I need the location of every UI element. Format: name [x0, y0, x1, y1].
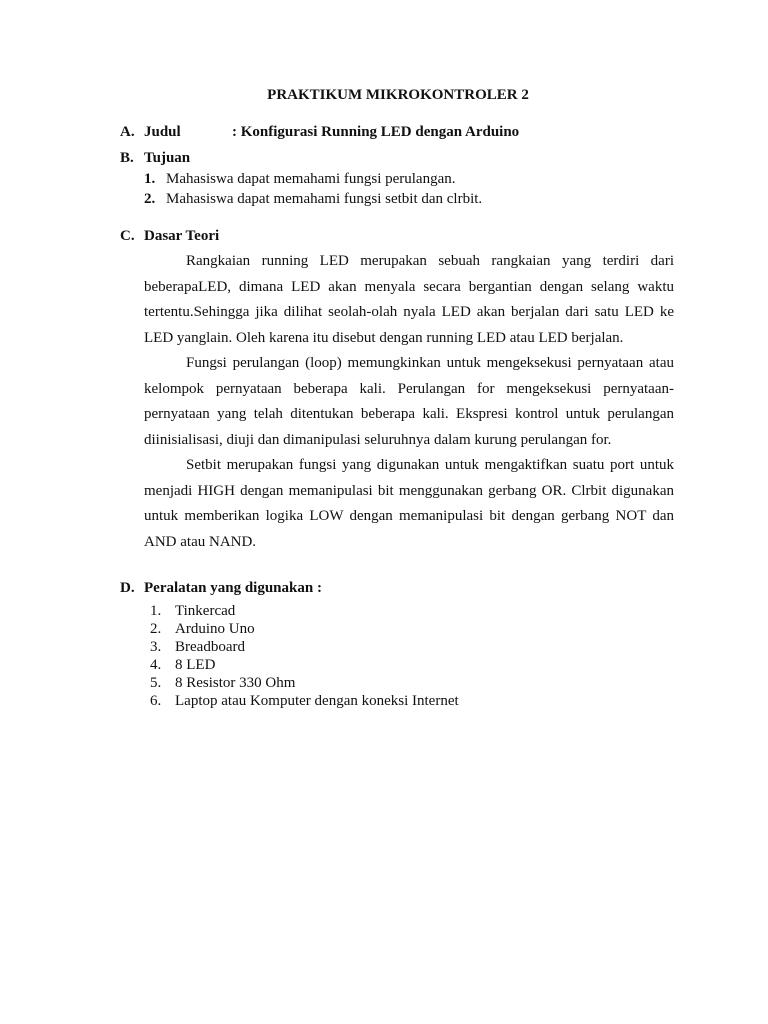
- section-b-heading: [120, 150, 190, 167]
- equipment-item-number: 4.: [150, 657, 162, 673]
- section-c-heading: [120, 228, 219, 245]
- section-a-value: : Konfigurasi Running LED dengan Arduino: [232, 124, 520, 140]
- equipment-item-text: Breadboard: [175, 639, 245, 655]
- section-c-letter: C.: [120, 228, 135, 244]
- equipment-item: [150, 656, 459, 674]
- section-a-letter: A.: [120, 124, 135, 140]
- theory-paragraph: Fungsi perulangan (loop) memungkinkan untuk mengeksekusi pernyataan atau kelompok pernyataan beberapa kali. Perulangan for mengeksekusi pernyataan-pernyataan yang telah ditentukan beberapa kali. Ekspresi kontrol untuk perulangan diinisialisasi, diuji dan dimanipulasi seluruhnya dalam kurung perulangan for.: [144, 355, 674, 448]
- theory-paragraph: Rangkaian running LED merupakan sebuah rangkaian yang terdiri dari beberapaLED, dimana LED akan menyala secara bergantian dengan selang waktu tertentu.Sehingga jika dilihat seolah-olah nyala LED akan berjalan dari satu LED ke LED yanglain. Oleh karena itu disebut dengan running LED atau LED berjalan.: [144, 253, 674, 346]
- tujuan-item-number: 1.: [144, 171, 156, 187]
- section-d-letter: D.: [120, 580, 135, 596]
- section-d-label: Peralatan yang digunakan :: [144, 580, 322, 596]
- section-d-heading: [120, 580, 322, 597]
- section-c-label: Dasar Teori: [144, 228, 220, 244]
- equipment-item: [150, 674, 459, 692]
- tujuan-list-item: [144, 169, 482, 189]
- theory-paragraph: Setbit merupakan fungsi yang digunakan untuk mengaktifkan suatu port untuk menjadi HIGH dengan memanipulasi bit menggunakan gerbang OR. Clrbit digunakan untuk memberikan logika LOW dengan memanipulasi bit dengan gerbang NOT dan AND atau NAND.: [144, 457, 674, 550]
- dasar-teori-body: [144, 249, 674, 555]
- tujuan-list-item: [144, 189, 482, 209]
- equipment-list: [150, 602, 459, 710]
- tujuan-item-text: Mahasiswa dapat memahami fungsi setbit dan clrbit.: [166, 191, 483, 207]
- equipment-item: [150, 602, 459, 620]
- tujuan-item-number: 2.: [144, 191, 156, 207]
- section-b-label: Tujuan: [144, 150, 191, 166]
- section-b-letter: B.: [120, 150, 134, 166]
- section-a-label: Judul: [144, 124, 181, 140]
- equipment-item-number: 2.: [150, 621, 162, 637]
- equipment-item-text: Tinkercad: [175, 603, 236, 619]
- equipment-item: [150, 620, 459, 638]
- tujuan-item-text: Mahasiswa dapat memahami fungsi perulangan.: [166, 171, 456, 187]
- equipment-item-number: 1.: [150, 603, 162, 619]
- equipment-item-text: 8 LED: [175, 657, 216, 673]
- equipment-item-number: 6.: [150, 693, 162, 709]
- section-a-heading: [120, 124, 519, 141]
- equipment-item-text: Laptop atau Komputer dengan koneksi Internet: [175, 693, 459, 709]
- equipment-item-number: 5.: [150, 675, 162, 691]
- equipment-item: [150, 692, 459, 710]
- document-title: PRAKTIKUM MIKROKONTROLER 2: [267, 87, 529, 103]
- equipment-item-text: Arduino Uno: [175, 621, 255, 637]
- equipment-item-number: 3.: [150, 639, 162, 655]
- equipment-item-text: 8 Resistor 330 Ohm: [175, 675, 296, 691]
- equipment-item: [150, 638, 459, 656]
- tujuan-list: [144, 169, 482, 209]
